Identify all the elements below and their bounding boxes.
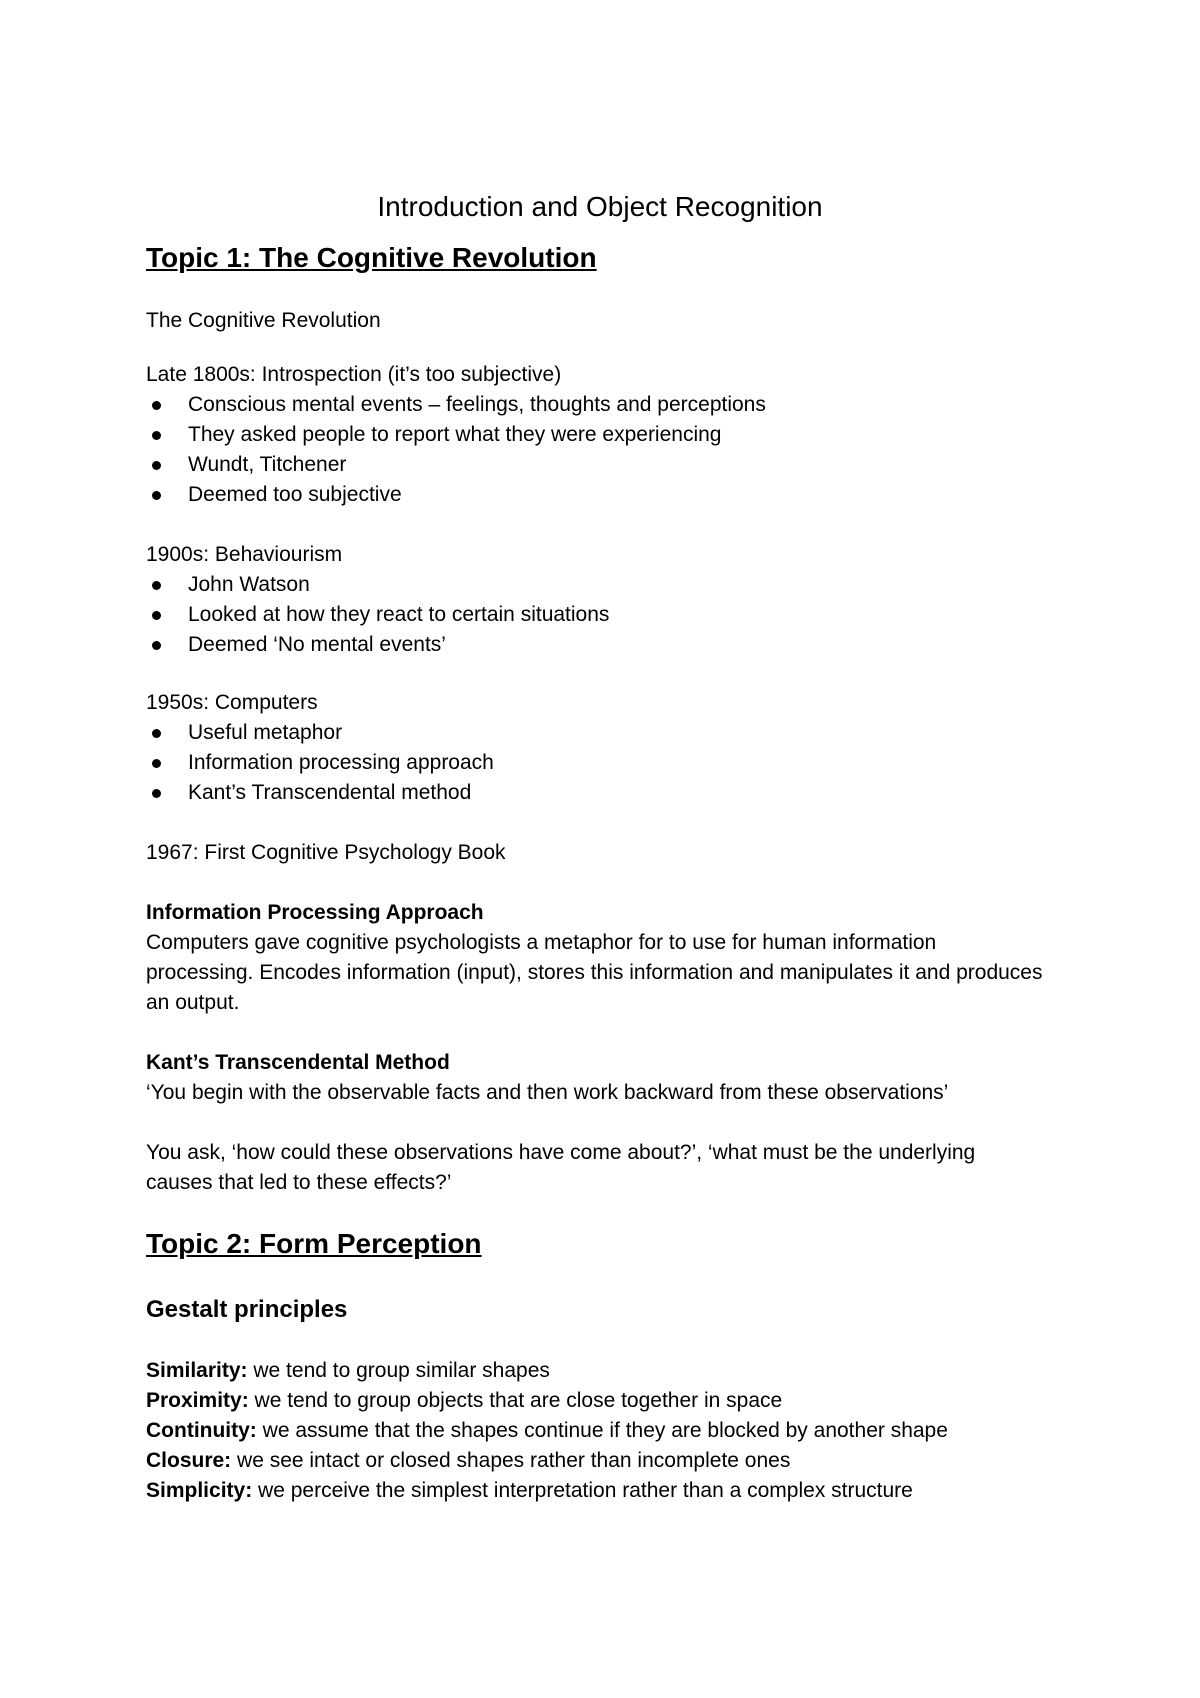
- principle-desc: we see intact or closed shapes rather than incomplete ones: [231, 1449, 791, 1472]
- list-item: [188, 480, 402, 510]
- topic1-heading: Topic 1: The Cognitive Revolution: [146, 242, 597, 273]
- list-item-text: They asked people to report what they were experiencing: [188, 423, 722, 446]
- list-item-text: Wundt, Titchener: [188, 453, 347, 476]
- list-item: [188, 718, 342, 748]
- ipa-heading: Information Processing Approach: [146, 901, 484, 924]
- section-label-behaviourism: 1900s: Behaviourism: [146, 543, 343, 566]
- list-item: [188, 390, 766, 420]
- list-item: [188, 778, 471, 808]
- bullet-icon: [152, 759, 161, 768]
- principle-term: Continuity:: [146, 1419, 257, 1442]
- principle-term: Simplicity:: [146, 1479, 253, 1502]
- kant-quote: ‘You begin with the observable facts and then work backward from these observations’: [146, 1081, 949, 1104]
- principle-simplicity: [146, 1476, 913, 1506]
- principle-continuity: [146, 1416, 948, 1446]
- principle-desc: we tend to group objects that are close together in space: [248, 1389, 783, 1412]
- section-label-computers: 1950s: Computers: [146, 691, 318, 714]
- topic1-subtitle: The Cognitive Revolution: [146, 309, 381, 332]
- bullet-icon: [152, 789, 161, 798]
- list-item-text: John Watson: [188, 573, 310, 596]
- list-item: [188, 630, 446, 660]
- principle-term: Similarity:: [146, 1359, 248, 1382]
- bullet-icon: [152, 401, 161, 410]
- list-item-text: Useful metaphor: [188, 721, 343, 744]
- bullet-icon: [152, 491, 161, 500]
- bullet-icon: [152, 641, 161, 650]
- list-item-text: Deemed ‘No mental events’: [188, 633, 446, 656]
- list-item-text: Looked at how they react to certain situations: [188, 603, 610, 626]
- year-1967-line: 1967: First Cognitive Psychology Book: [146, 841, 506, 864]
- principle-closure: [146, 1446, 790, 1476]
- principle-desc: we tend to group similar shapes: [247, 1359, 550, 1382]
- list-item: [188, 748, 494, 778]
- gestalt-subheading: Gestalt principles: [146, 1296, 348, 1323]
- list-item-text: Kant’s Transcendental method: [188, 781, 472, 804]
- ipa-paragraph: Computers gave cognitive psychologists a metaphor for to use for human information processing. Encodes information (input), stores this information and manipulates it and produces an output.: [146, 931, 1043, 1014]
- principle-desc: we perceive the simplest interpretation rather than a complex structure: [252, 1479, 913, 1502]
- list-item: [188, 450, 346, 480]
- section-label-introspection: Late 1800s: Introspection (it’s too subjective): [146, 363, 562, 386]
- principle-desc: we assume that the shapes continue if they are blocked by another shape: [256, 1419, 948, 1442]
- bullet-icon: [152, 431, 161, 440]
- bullet-icon: [152, 611, 161, 620]
- kant-question-paragraph: You ask, ‘how could these observations have come about?’, ‘what must be the underlying causes that led to these effects?’: [146, 1141, 976, 1194]
- bullet-icon: [152, 581, 161, 590]
- bullet-icon: [152, 461, 161, 470]
- list-item: [188, 600, 609, 630]
- list-item: [188, 420, 721, 450]
- kant-heading: Kant’s Transcendental Method: [146, 1051, 450, 1074]
- topic2-heading: Topic 2: Form Perception: [146, 1228, 482, 1259]
- list-item-text: Information processing approach: [188, 751, 494, 774]
- principle-term: Proximity:: [146, 1389, 249, 1412]
- document-title: Introduction and Object Recognition: [377, 191, 823, 222]
- principle-proximity: [146, 1386, 782, 1416]
- list-item-text: Conscious mental events – feelings, thoughts and perceptions: [188, 393, 766, 416]
- list-item-text: Deemed too subjective: [188, 483, 402, 506]
- principle-term: Closure:: [146, 1449, 232, 1472]
- bullet-icon: [152, 729, 161, 738]
- list-item: [188, 570, 310, 600]
- principle-similarity: [146, 1356, 550, 1386]
